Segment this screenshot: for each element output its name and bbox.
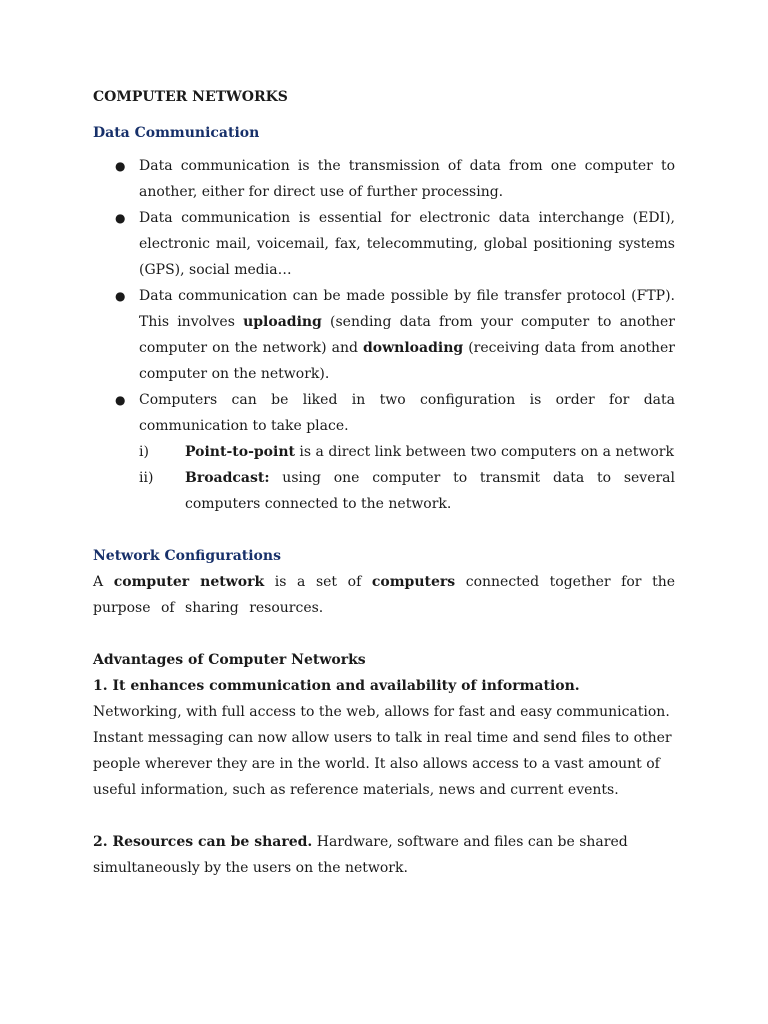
bold-term-downloading: downloading [363, 340, 464, 356]
bullet-text: Data communication is essential for electronic data interchange (EDI), electronic mail, voicemail, fax, telecommuting, global positioning systems (GPS), social media… [139, 210, 675, 278]
bold-term-uploading: uploading [243, 314, 322, 330]
bullet-text: Data communication can be made possible by file transfer protocol (FTP). This involves [139, 288, 675, 330]
paragraph-text: A [93, 574, 114, 590]
advantage-item-1-text: Networking, with full access to the web, allows for fast and easy communication. Instant messaging can now allow users to talk in real time and send files to other people wherever they are in the world. It also allows access to a vast amount of useful information, such as reference materials, news and current events. [93, 704, 672, 798]
document-page [93, 86, 675, 881]
bold-term-computer-network: computer network [113, 574, 265, 590]
section-heading-data-communication: Data Communication [93, 125, 260, 141]
bullet-item [93, 283, 675, 387]
bullet-text: Data communication is the transmission of data from one computer to another, either for direct use of further processing. [139, 158, 675, 200]
bullet-item [93, 153, 675, 205]
bullet-text: Computers can be liked in two configuration is order for data communication to take place. [139, 392, 675, 434]
bullet-item [93, 205, 675, 283]
bold-term-broadcast: Broadcast: [185, 470, 270, 486]
data-communication-bullet-list [93, 153, 675, 517]
configuration-sub-list [139, 439, 675, 517]
bullet-icon: ● [115, 289, 126, 303]
section-heading-network-configurations: Network Configurations [93, 548, 281, 564]
sub-item-text: using one computer to transmit data to several computers connected to the network. [185, 470, 675, 512]
advantage-item-2-text: Hardware, software and files can be shared simultaneously by the users on the network. [93, 834, 628, 876]
advantage-item-2-title: 2. Resources can be shared. [93, 834, 313, 850]
bullet-item [93, 387, 675, 517]
sub-item-text: is a direct link between two computers on a network [294, 444, 674, 460]
paragraph-text: connected together for the purpose of sharing resources. [93, 574, 676, 616]
sub-list-item [139, 439, 675, 465]
bullet-text: (sending data from your computer to another computer on the network) and [139, 314, 675, 356]
document-title: COMPUTER NETWORKS [93, 89, 288, 105]
bullet-icon: ● [115, 393, 126, 407]
bullet-text: (receiving data from another computer on the network). [139, 340, 675, 382]
section-heading-advantages: Advantages of Computer Networks [93, 652, 366, 668]
network-definition-paragraph [93, 569, 675, 621]
roman-numeral-marker: i) [139, 444, 149, 460]
bold-term-point-to-point: Point-to-point [185, 444, 295, 460]
sub-list-item [139, 465, 675, 517]
advantage-item-2 [93, 829, 675, 881]
roman-numeral-marker: ii) [139, 470, 154, 486]
paragraph-text: is a set of [264, 574, 372, 590]
advantage-item-1-title: 1. It enhances communication and availability of information. [93, 678, 580, 694]
bold-term-computers: computers [371, 574, 456, 590]
bullet-icon: ● [115, 159, 126, 173]
bullet-icon: ● [115, 211, 126, 225]
